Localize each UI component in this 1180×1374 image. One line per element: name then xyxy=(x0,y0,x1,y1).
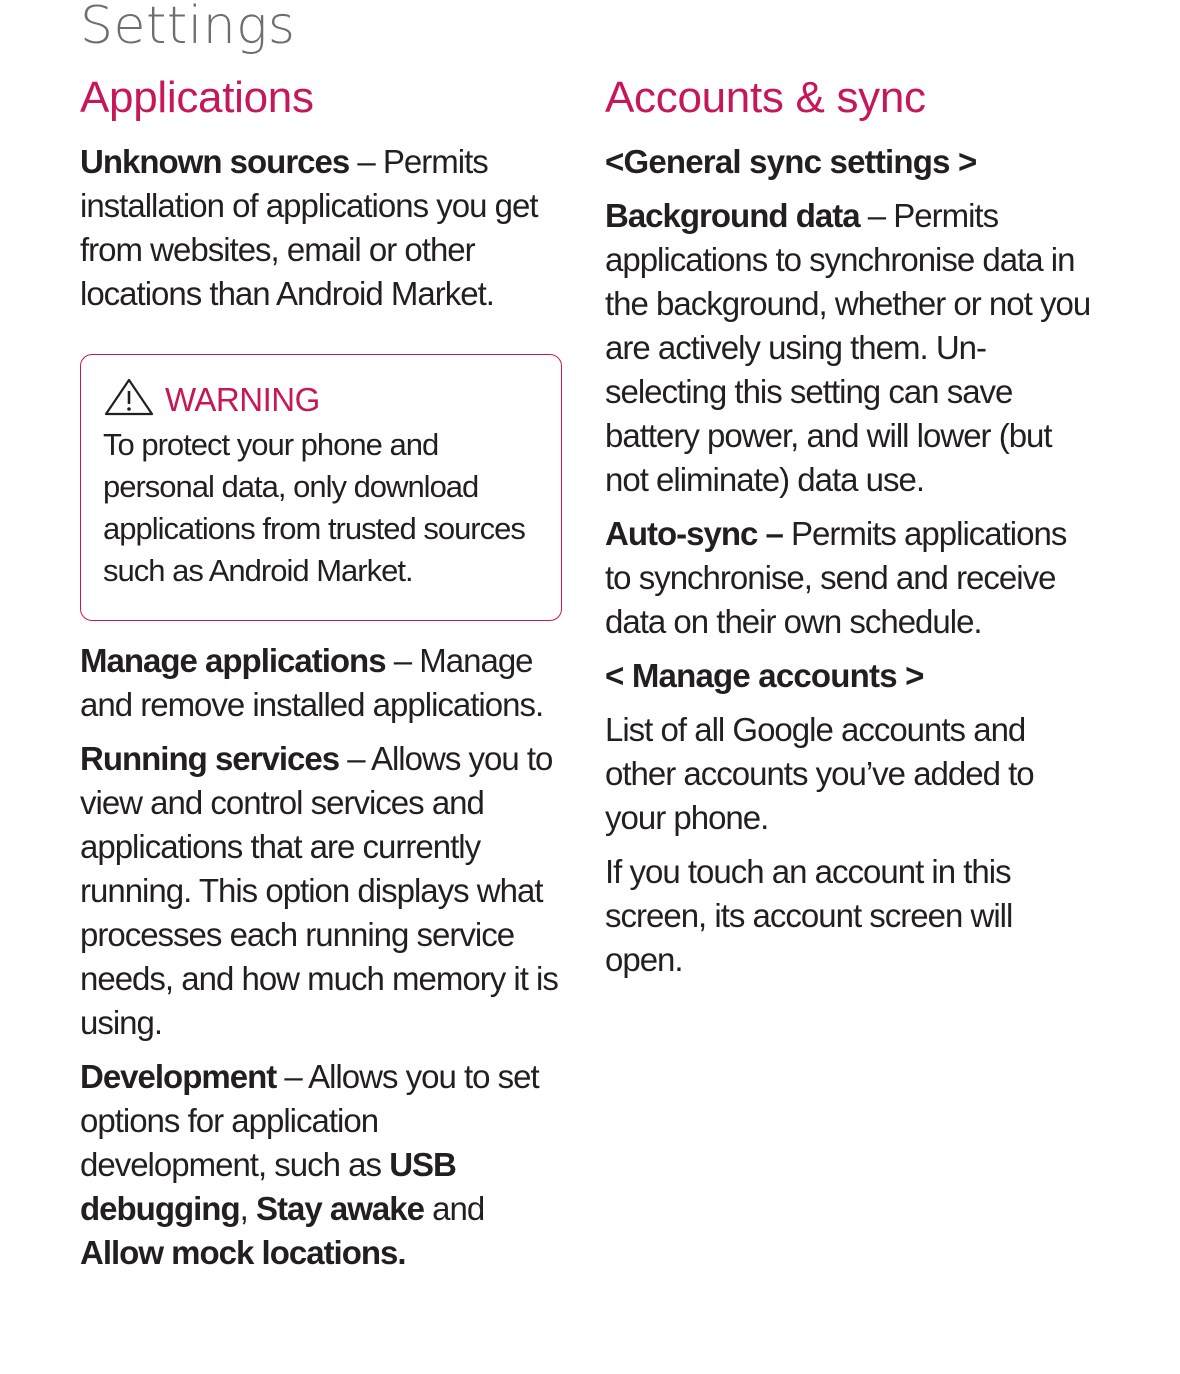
general-sync-settings-subhead: <General sync settings > xyxy=(605,143,977,180)
development-separator: , xyxy=(239,1190,256,1227)
auto-sync-paragraph xyxy=(605,512,1095,644)
usb-debugging-term: USB debugging xyxy=(80,1146,456,1227)
background-data-term: Background data xyxy=(605,197,860,234)
background-data-paragraph xyxy=(605,194,1095,502)
unknown-sources-desc: – Permits installation of applications you get from websites, email or other locations than Android Market. xyxy=(80,143,538,312)
applications-column xyxy=(80,70,560,1285)
allow-mock-locations-term: Allow mock locations. xyxy=(80,1234,406,1271)
warning-header xyxy=(103,377,541,422)
warning-title: WARNING xyxy=(165,380,320,418)
running-services-desc: – Allows you to view and control services and applications that are currently running. This option displays what processes each running service needs, and how much memory it is using. xyxy=(80,740,558,1041)
auto-sync-term: Auto-sync – xyxy=(605,515,783,552)
warning-triangle-icon xyxy=(103,377,155,422)
accounts-sync-column xyxy=(605,70,1095,992)
running-services-paragraph xyxy=(80,737,560,1045)
development-term: Development xyxy=(80,1058,277,1095)
development-paragraph xyxy=(80,1055,560,1275)
development-desc: – Allows you to set options for application development, such as xyxy=(80,1058,539,1183)
accounts-sync-heading: Accounts & sync xyxy=(605,73,926,122)
development-and: and xyxy=(423,1190,485,1227)
stay-awake-term: Stay awake xyxy=(255,1190,424,1227)
warning-box xyxy=(80,354,562,621)
applications-heading: Applications xyxy=(80,73,314,122)
unknown-sources-paragraph xyxy=(80,140,560,316)
manage-applications-paragraph xyxy=(80,639,560,727)
manage-applications-desc: – Manage and remove installed applications. xyxy=(80,642,544,723)
background-data-desc: – Permits applications to synchronise data in the background, whether or not you are actively using them. Un-selecting this setting can save battery power, and will lower (but not eliminate) data use. xyxy=(605,197,1091,498)
manage-accounts-desc-1: List of all Google accounts and other accounts you’ve added to your phone. xyxy=(605,711,1034,836)
manage-accounts-subhead: < Manage accounts > xyxy=(605,657,924,694)
auto-sync-desc: Permits applications to synchronise, send and receive data on their own schedule. xyxy=(605,515,1067,640)
unknown-sources-term: Unknown sources xyxy=(80,143,350,180)
page-title: Settings xyxy=(80,0,296,56)
manage-applications-term: Manage applications xyxy=(80,642,386,679)
manage-accounts-desc-2: If you touch an account in this screen, its account screen will open. xyxy=(605,853,1013,978)
warning-text: To protect your phone and personal data, only download applications from trusted sources such as Android Market. xyxy=(103,427,525,588)
running-services-term: Running services xyxy=(80,740,340,777)
